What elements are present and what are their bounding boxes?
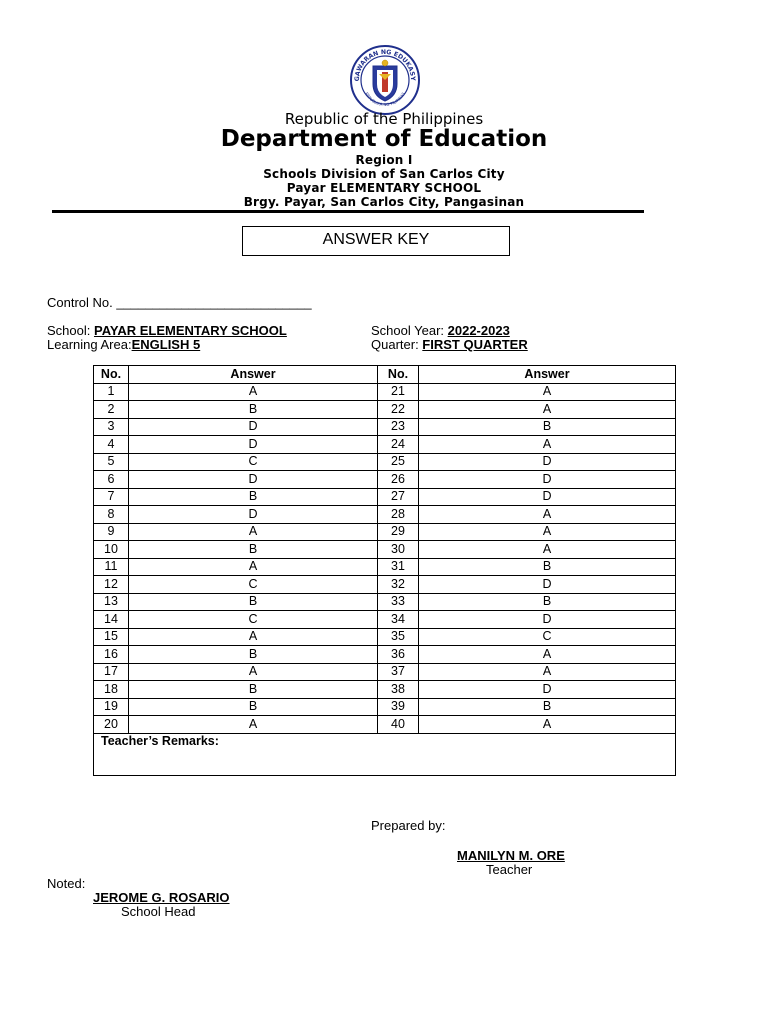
item-number-right: 21 — [378, 383, 419, 401]
item-number-left: 13 — [94, 593, 129, 611]
answer-left: D — [129, 471, 378, 489]
answer-left: A — [129, 716, 378, 734]
answer-left: B — [129, 593, 378, 611]
answer-left: A — [129, 383, 378, 401]
answer-right: A — [419, 646, 676, 664]
answer-left: D — [129, 506, 378, 524]
table-row — [94, 576, 676, 594]
answer-left: D — [129, 436, 378, 454]
learning-area-label: Learning Area: — [47, 337, 132, 352]
item-number-right: 40 — [378, 716, 419, 734]
table-row — [94, 436, 676, 454]
item-number-left: 14 — [94, 611, 129, 629]
answer-left: A — [129, 523, 378, 541]
item-number-right: 24 — [378, 436, 419, 454]
table-row — [94, 646, 676, 664]
answer-left: B — [129, 698, 378, 716]
prepared-by-label: Prepared by: — [371, 818, 446, 833]
school-year-field — [371, 323, 510, 338]
item-number-right: 31 — [378, 558, 419, 576]
department-heading: Department of Education — [220, 126, 548, 152]
answer-left: A — [129, 628, 378, 646]
table-row — [94, 488, 676, 506]
item-number-left: 1 — [94, 383, 129, 401]
header-answer-left: Answer — [129, 366, 378, 384]
item-number-right: 34 — [378, 611, 419, 629]
item-number-right: 38 — [378, 681, 419, 699]
table-row — [94, 383, 676, 401]
item-number-left: 15 — [94, 628, 129, 646]
item-number-left: 8 — [94, 506, 129, 524]
quarter-field — [371, 337, 528, 352]
item-number-right: 23 — [378, 418, 419, 436]
quarter-value: FIRST QUARTER — [422, 337, 528, 352]
item-number-left: 11 — [94, 558, 129, 576]
table-row — [94, 558, 676, 576]
table-row — [94, 716, 676, 734]
table-row — [94, 506, 676, 524]
school-value: PAYAR ELEMENTARY SCHOOL — [93, 323, 287, 338]
answer-right: D — [419, 488, 676, 506]
school-head-name: JEROME G. ROSARIO — [93, 890, 230, 905]
header-no-left: No. — [94, 366, 129, 384]
school-field — [47, 323, 287, 338]
school-head-role: School Head — [121, 904, 196, 919]
table-header-row — [94, 366, 676, 384]
header-divider — [52, 210, 644, 213]
header-answer-right: Answer — [419, 366, 676, 384]
answer-right: A — [419, 436, 676, 454]
item-number-right: 27 — [378, 488, 419, 506]
table-row — [94, 663, 676, 681]
learning-area-field — [47, 337, 200, 352]
table-row — [94, 453, 676, 471]
table-row — [94, 628, 676, 646]
answer-left: B — [129, 681, 378, 699]
item-number-right: 26 — [378, 471, 419, 489]
answer-right: D — [419, 611, 676, 629]
answer-right: A — [419, 506, 676, 524]
answer-left: B — [129, 541, 378, 559]
item-number-right: 36 — [378, 646, 419, 664]
item-number-right: 37 — [378, 663, 419, 681]
table-row — [94, 611, 676, 629]
answer-right: B — [419, 593, 676, 611]
answer-right: A — [419, 716, 676, 734]
region-heading: Region I — [355, 153, 413, 167]
answer-right: C — [419, 628, 676, 646]
item-number-left: 16 — [94, 646, 129, 664]
answer-right: A — [419, 401, 676, 419]
quarter-label: Quarter: — [371, 337, 423, 352]
answer-key-title: ANSWER KEY — [242, 226, 510, 256]
item-number-left: 7 — [94, 488, 129, 506]
item-number-left: 2 — [94, 401, 129, 419]
item-number-left: 17 — [94, 663, 129, 681]
answer-left: A — [129, 663, 378, 681]
control-number-field: Control No. ___________________________ — [47, 295, 312, 310]
table-row — [94, 541, 676, 559]
item-number-right: 35 — [378, 628, 419, 646]
answer-left: C — [129, 576, 378, 594]
answer-left: D — [129, 418, 378, 436]
table-row — [94, 698, 676, 716]
noted-label: Noted: — [47, 876, 86, 891]
teacher-name: MANILYN M. ORE — [457, 848, 565, 863]
table-row — [94, 681, 676, 699]
table-row — [94, 401, 676, 419]
item-number-right: 28 — [378, 506, 419, 524]
table-row — [94, 418, 676, 436]
item-number-right: 39 — [378, 698, 419, 716]
item-number-right: 30 — [378, 541, 419, 559]
answer-left: A — [129, 558, 378, 576]
answer-right: A — [419, 541, 676, 559]
item-number-right: 25 — [378, 453, 419, 471]
table-row — [94, 523, 676, 541]
school-year-label: School Year: — [371, 323, 448, 338]
item-number-right: 33 — [378, 593, 419, 611]
table-row — [94, 471, 676, 489]
item-number-left: 12 — [94, 576, 129, 594]
republic-heading: Republic of the Philippines — [284, 110, 484, 128]
school-year-value: 2022-2023 — [447, 323, 510, 338]
item-number-left: 5 — [94, 453, 129, 471]
answer-right: B — [419, 558, 676, 576]
answer-right: A — [419, 383, 676, 401]
answer-key-table — [93, 365, 676, 776]
item-number-left: 4 — [94, 436, 129, 454]
answer-right: D — [419, 453, 676, 471]
answer-right: D — [419, 681, 676, 699]
address-heading: Brgy. Payar, San Carlos City, Pangasinan — [243, 195, 525, 209]
answer-left: B — [129, 488, 378, 506]
item-number-left: 3 — [94, 418, 129, 436]
answer-left: C — [129, 453, 378, 471]
item-number-right: 22 — [378, 401, 419, 419]
item-number-left: 18 — [94, 681, 129, 699]
answer-left: C — [129, 611, 378, 629]
item-number-right: 32 — [378, 576, 419, 594]
table-row — [94, 593, 676, 611]
answer-left: B — [129, 646, 378, 664]
seal-inner-text: REPUBLIKA NG PILIPINAS — [364, 91, 406, 108]
school-heading: Payar ELEMENTARY SCHOOL — [286, 181, 482, 195]
answer-right: B — [419, 418, 676, 436]
learning-area-value: ENGLISH 5 — [131, 337, 201, 352]
item-number-left: 9 — [94, 523, 129, 541]
answer-right: D — [419, 576, 676, 594]
header-no-right: No. — [378, 366, 419, 384]
answer-right: A — [419, 663, 676, 681]
item-number-left: 20 — [94, 716, 129, 734]
answer-left: B — [129, 401, 378, 419]
item-number-left: 6 — [94, 471, 129, 489]
answer-right: B — [419, 698, 676, 716]
teacher-role: Teacher — [486, 862, 533, 877]
school-label: School: — [47, 323, 94, 338]
teacher-remarks: Teacher’s Remarks: — [94, 733, 676, 775]
seal-outer-text: GAWARAN NG EDUKASY — [353, 48, 417, 82]
answer-right: D — [419, 471, 676, 489]
item-number-left: 10 — [94, 541, 129, 559]
item-number-right: 29 — [378, 523, 419, 541]
item-number-left: 19 — [94, 698, 129, 716]
answer-right: A — [419, 523, 676, 541]
division-heading: Schools Division of San Carlos City — [263, 167, 505, 181]
remarks-row — [94, 733, 676, 775]
deped-seal-icon — [349, 44, 421, 116]
